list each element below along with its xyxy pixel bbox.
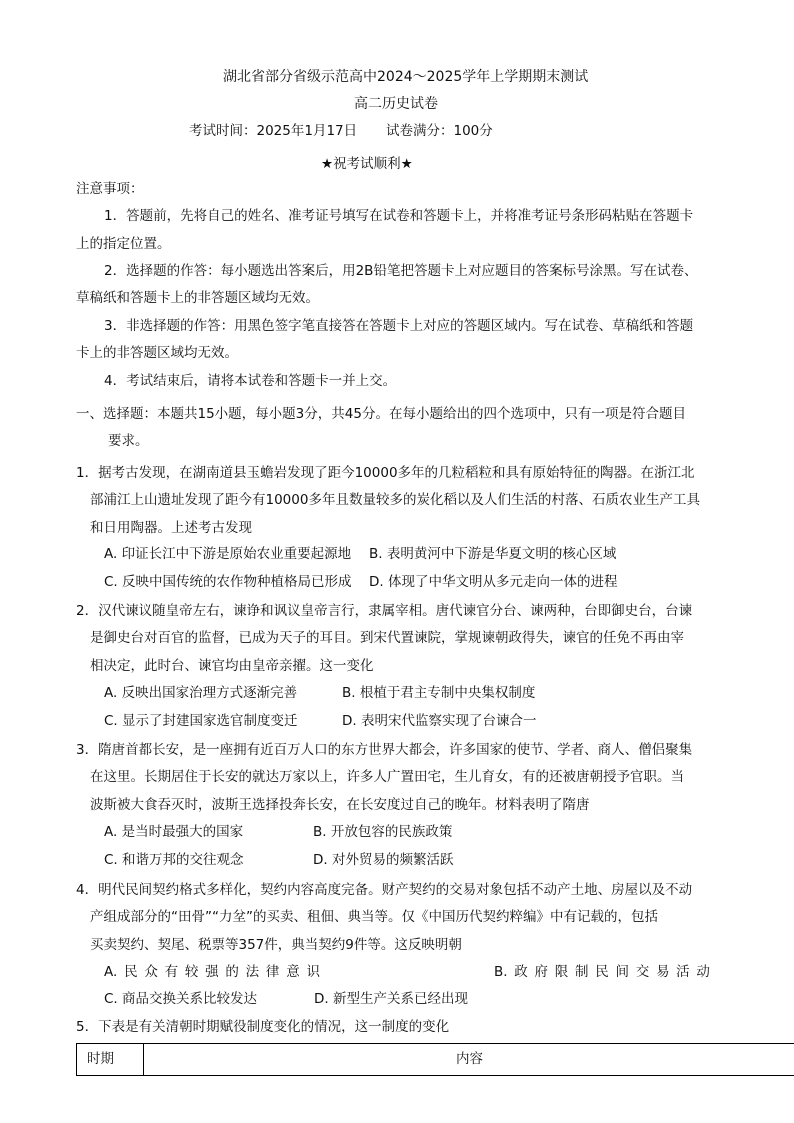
exam-title: 湖北省部分省级示范高中2024～2025学年上学期期末测试 <box>223 69 589 85</box>
blessing: ★祝考试顺利★ <box>321 156 413 172</box>
q3-option-d: D. 对外贸易的频繁活跃 <box>313 852 454 868</box>
q1-option-d: D. 体现了中华文明从多元走向一体的进程 <box>369 574 618 590</box>
q4-option-d: D. 新型生产关系已经出现 <box>314 991 468 1007</box>
q4-option-a: A. 民 众 有 较 强 的 法 律 意 识 <box>104 964 320 980</box>
table-header-content: 内容 <box>144 1044 794 1076</box>
table-header-row <box>77 1044 794 1076</box>
q1-option-b: B. 表明黄河中下游是华夏文明的核心区域 <box>369 546 617 562</box>
q4-option-b: B. 政 府 限 制 民 间 交 易 活 动 <box>494 964 710 980</box>
q4-stem-line1: 4．明代民间契约格式多样化，契约内容高度完备。财产契约的交易对象包括不动产土地、房屋以及不动 <box>76 882 693 898</box>
section-heading: 一、选择题：本题共15小题，每小题3分，共45分。在每小题给出的四个选项中，只有一项是符合题目 <box>76 406 686 422</box>
table-header-period: 时期 <box>77 1044 144 1076</box>
q1-stem-line3: 和日用陶器。上述考古发现 <box>90 520 252 536</box>
exam-subtitle: 高二历史试卷 <box>354 96 438 112</box>
q4-stem-line3: 买卖契约、契尾、税票等357件，典当契约9件等。这反映明朝 <box>90 937 462 953</box>
q2-stem-line3: 相决定，此时台、谏官均由皇帝亲擢。这一变化 <box>90 658 374 674</box>
notice-item-1: 1．答题前，先将自己的姓名、准考证号填写在试卷和答题卡上，并将准考证号条形码粘贴在答题卡 <box>104 208 694 224</box>
q3-option-a: A. 是当时最强大的国家 <box>104 824 244 840</box>
q5-stem-line1: 5．下表是有关清朝时期赋役制度变化的情况，这一制度的变化 <box>76 1019 450 1035</box>
notice-item-2: 2．选择题的作答：每小题选出答案后，用2B铅笔把答题卡上对应题目的答案标号涂黑。写在试卷、 <box>104 263 698 279</box>
q4-option-c: C. 商品交换关系比较发达 <box>104 991 258 1007</box>
q2-option-a: A. 反映出国家治理方式逐渐完善 <box>104 685 298 701</box>
q4-stem-line2: 产组成部分的“田骨”“力坌”的买卖、租佃、典当等。仅《中国历代契约粹编》中有记载的，包括 <box>90 909 658 925</box>
notice-item-4: 4．考试结束后，请将本试卷和答题卡一并上交。 <box>104 373 397 389</box>
q2-option-d: D. 表明宋代监察实现了台谏合一 <box>342 713 537 729</box>
q1-stem-line1: 1．据考古发现，在湖南道县玉蟾岩发现了距今10000多年的几粒稻粒和具有原始特征的陶器。在浙江北 <box>76 465 695 481</box>
notice-item-3-cont: 卡上的非答题区域均无效。 <box>76 345 238 361</box>
q2-stem-line2: 是御史台对百官的监督，已成为天子的耳目。到宋代置谏院，掌规谏朝政得失，谏官的任免不再由宰 <box>90 630 684 646</box>
q3-option-c: C. 和谐万邦的交往观念 <box>104 852 244 868</box>
notice-heading: 注意事项： <box>76 181 144 197</box>
notice-item-2-cont: 草稿纸和答题卡上的非答题区域均无效。 <box>76 290 319 306</box>
exam-time: 考试时间：2025年1月17日 <box>189 123 358 139</box>
q1-option-c: C. 反映中国传统的农作物种植格局已形成 <box>104 574 352 590</box>
q3-stem-line3: 波斯被大食吞灭时，波斯王选择投奔长安，在长安度过自己的晚年。材料表明了隋唐 <box>90 797 590 813</box>
notice-item-1-cont: 上的指定位置。 <box>76 236 171 252</box>
full-score: 试卷满分：100分 <box>386 123 493 139</box>
q2-option-b: B. 根植于君主专制中央集权制度 <box>342 685 536 701</box>
section-heading-cont: 要求。 <box>108 433 149 449</box>
q3-stem-line1: 3．隋唐首都长安，是一座拥有近百万人口的东方世界大都会，许多国家的使节、学者、商人、僧侣聚集 <box>76 742 693 758</box>
q3-stem-line2: 在这里。长期居住于长安的就达万家以上，许多人广置田宅，生儿育女，有的还被唐朝授予官职。当 <box>90 769 684 785</box>
q3-option-b: B. 开放包容的民族政策 <box>313 824 453 840</box>
q2-stem-line1: 2．汉代谏议随皇帝左右，谏诤和讽议皇帝言行，隶属宰相。唐代谏官分台、谏两种，台即御史台，台谏 <box>76 603 693 619</box>
q1-stem-line2: 部浦江上山遗址发现了距今有10000多年且数量较多的炭化稻以及人们生活的村落、石质农业生产工具 <box>90 492 700 508</box>
q5-table <box>76 1043 794 1076</box>
q2-option-c: C. 显示了封建国家选官制度变迁 <box>104 713 298 729</box>
q1-option-a: A. 印证长江中下游是原始农业重要起源地 <box>104 546 352 562</box>
notice-item-3: 3．非选择题的作答：用黑色签字笔直接答在答题卡上对应的答题区域内。写在试卷、草稿纸和答题 <box>104 318 694 334</box>
